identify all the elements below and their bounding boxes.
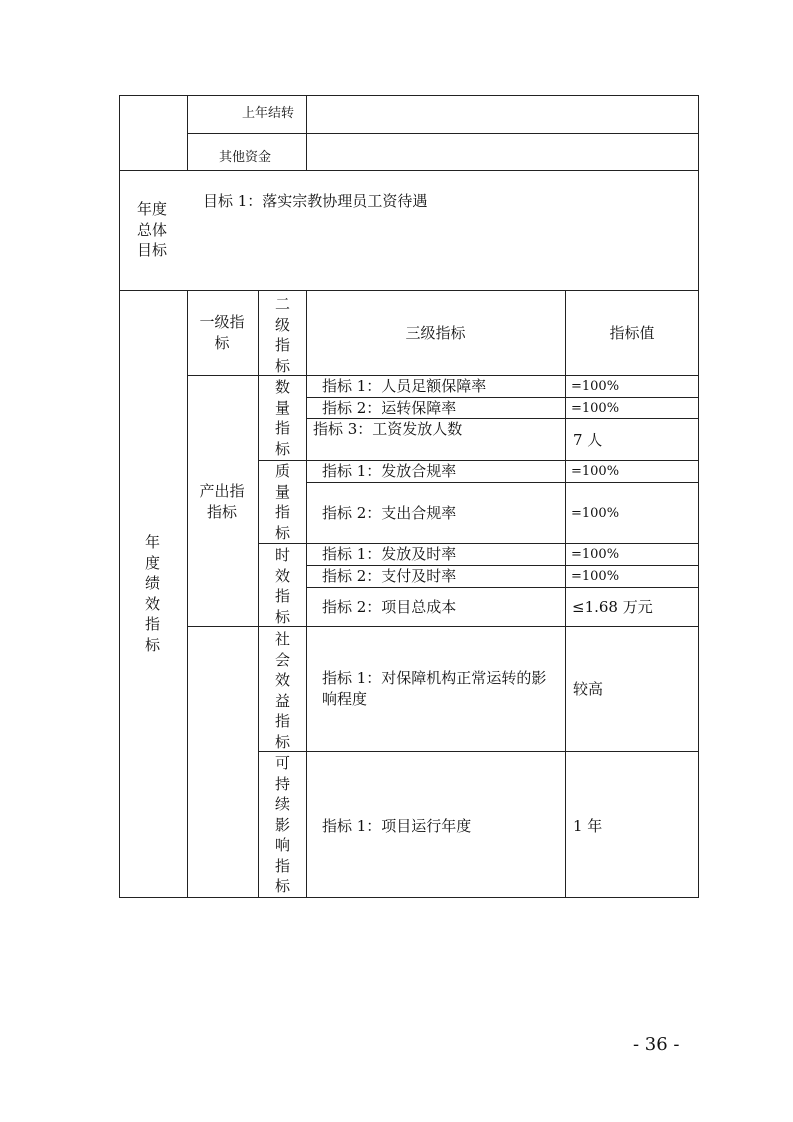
indicator-value: =100% (571, 506, 620, 521)
indicator-value: =100% (571, 401, 620, 416)
table-line (119, 95, 120, 898)
table-line (119, 95, 699, 96)
output-indicator-label: 产出指指标 (199, 482, 245, 521)
indicator-value: 7 人 (573, 431, 603, 449)
indicator-name: 指标 1：发放及时率 (322, 545, 457, 563)
indicator-name: 指标 2：运转保障率 (322, 399, 457, 417)
quantity-indicator-label: 数量指标 (274, 378, 290, 458)
page-number: - 36 - (633, 1034, 680, 1055)
social-benefit-indicator-label: 社会效益指标 (274, 630, 290, 751)
other-funds-label: 其他资金 (219, 150, 272, 165)
indicator-name: 指标 1：对保障机构正常运转的影响程度 (322, 669, 547, 708)
header-value: 指标值 (609, 324, 655, 342)
annual-goal-text: 目标 1：落实宗教协理员工资待遇 (203, 192, 428, 210)
timeliness-indicator-label: 时效指标 (274, 546, 290, 626)
indicator-value: =100% (571, 547, 620, 562)
table-line (306, 290, 307, 898)
quality-indicator-label: 质量指标 (274, 462, 290, 542)
prev-year-carryover-label: 上年结转 (242, 106, 295, 121)
table-line (565, 290, 566, 898)
table-line (119, 290, 699, 291)
table-line (306, 587, 699, 588)
table-line (187, 95, 188, 171)
indicator-name: 指标 3：工资发放人数 (313, 420, 463, 438)
table-line (119, 170, 699, 171)
header-level3: 三级指标 (405, 324, 466, 342)
header-level2: 二级指标 (274, 295, 290, 375)
table-line (306, 482, 699, 483)
table-line (187, 290, 188, 898)
indicator-value: =100% (571, 464, 620, 479)
table-line (306, 95, 307, 171)
annual-goal-label: 年度总体目标 (136, 200, 167, 259)
table-line (187, 133, 699, 134)
table-line (698, 95, 699, 898)
table-line (258, 751, 699, 752)
performance-label: 年度绩效指标 (144, 533, 160, 654)
sustainability-indicator-label: 可持续影响指标 (274, 754, 290, 895)
indicator-name: 指标 2：支出合规率 (322, 504, 457, 522)
indicator-name: 指标 2：支付及时率 (322, 567, 457, 585)
indicator-value: 较高 (573, 680, 604, 698)
indicator-value: =100% (571, 569, 620, 584)
table-line (119, 897, 699, 898)
table-line (187, 626, 699, 627)
header-level1: 一级指标 (199, 313, 245, 352)
indicator-value: ≤1.68 万元 (572, 598, 653, 616)
indicator-value: 1 年 (573, 817, 603, 835)
indicator-name: 指标 1：项目运行年度 (322, 817, 472, 835)
table-line (258, 290, 259, 898)
indicator-name: 指标 1：人员足额保障率 (322, 377, 487, 395)
indicator-name: 指标 1：发放合规率 (322, 462, 457, 480)
indicator-value: =100% (571, 379, 620, 394)
indicator-name: 指标 2：项目总成本 (322, 598, 457, 616)
